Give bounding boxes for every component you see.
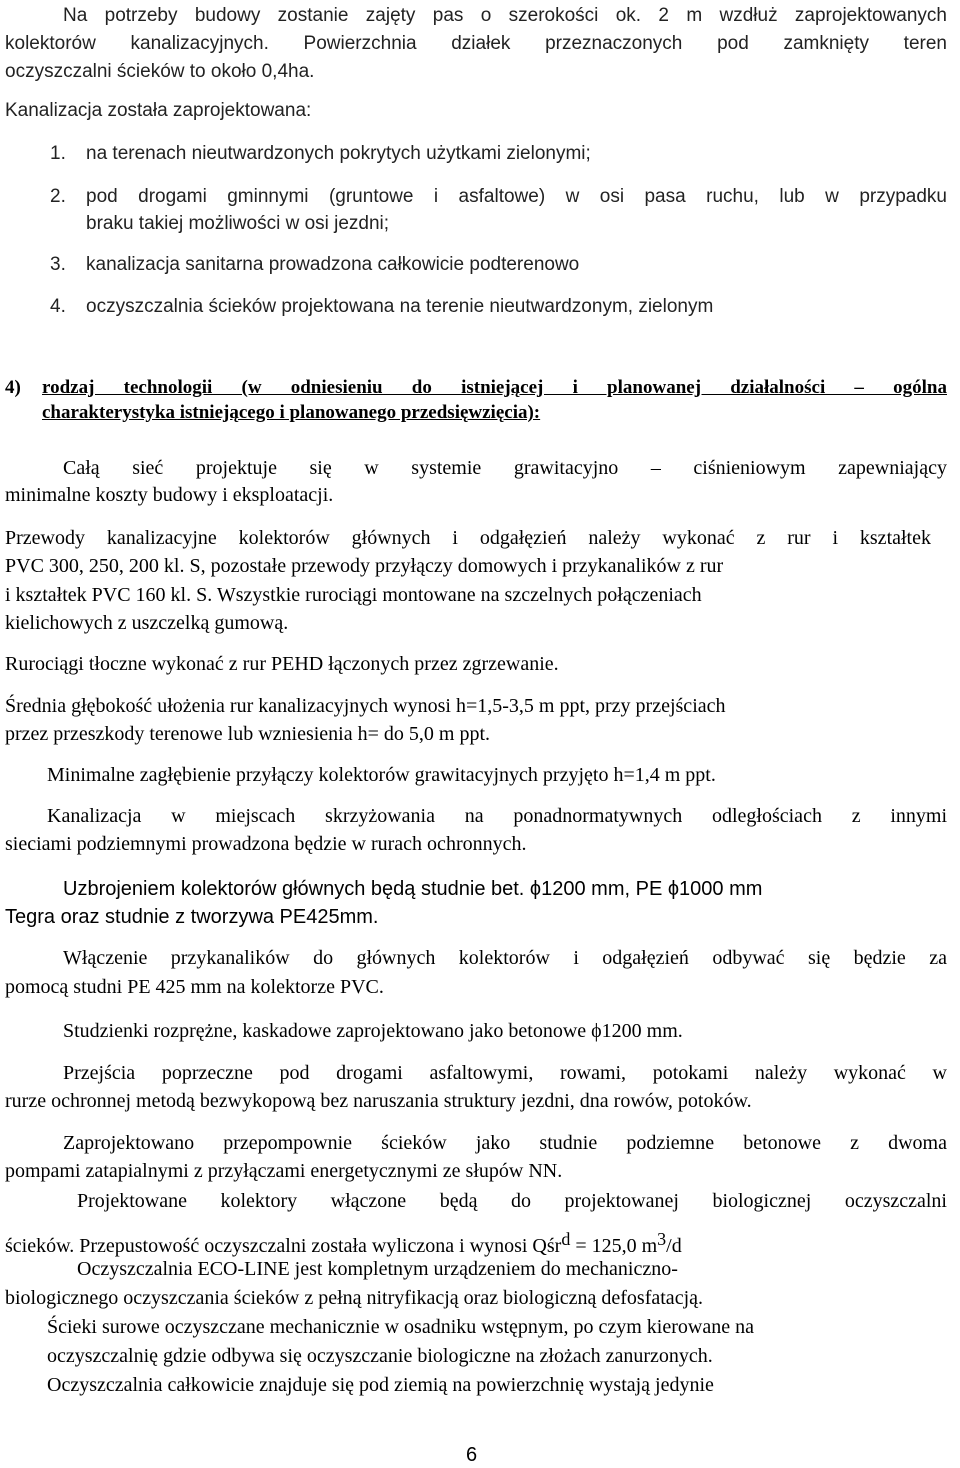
paragraph-13-line-1: Oczyszczalnia ECO-LINE jest kompletnym urządzeniem do mechaniczno- xyxy=(77,1258,678,1280)
intro-line-2: kolektorów kanalizacyjnych. Powierzchnia działek przeznaczonych pod zamknięty teren xyxy=(5,33,947,54)
intro-line-1: Na potrzeby budowy zostanie zajęty pas o szerokości ok. 2 m wzdłuż zaprojektowanych xyxy=(63,5,947,26)
paragraph-4-line-1: Średnia głębokość ułożenia rur kanalizacyjnych wynosi h=1,5-3,5 m ppt, przy przejściach xyxy=(5,695,726,717)
paragraph-8-line-2: pomocą studni PE 425 mm na kolektorze PVC. xyxy=(5,976,384,998)
paragraph-3: Rurociągi tłoczne wykonać z rur PEHD łączonych przez zgrzewanie. xyxy=(5,653,559,675)
paragraph-14-line-1: Ścieki surowe oczyszczane mechanicznie w osadniku wstępnym, po czym kierowane na xyxy=(47,1316,754,1338)
paragraph-6-line-1: Kanalizacja w miejscach skrzyżowania na ponadnormatywnych odległościach z innymi xyxy=(47,805,947,827)
flow-rate-superscript-3: 3 xyxy=(657,1229,667,1249)
list-item-2-text: pod drogami gminnymi (gruntowe i asfaltowe) w osi pasa ruchu, lub w przypadku xyxy=(86,186,947,207)
paragraph-12-line-1: Projektowane kolektory włączone będą do projektowanej biologicznej oczyszczalni xyxy=(77,1190,947,1212)
paragraph-2-line-3: i kształtek PVC 160 kl. S. Wszystkie rurociągi montowane na szczelnych połączeniach xyxy=(5,584,702,606)
paragraph-4-line-2: przez przeszkody terenowe lub wzniesienia h= do 5,0 m ppt. xyxy=(5,723,491,745)
page-number: 6 xyxy=(466,1444,478,1466)
list-item-1-number: 1. xyxy=(50,143,66,164)
section-4-heading-line-2: charakterystyka istniejącego i planowanego przedsięwzięcia): xyxy=(42,402,541,423)
paragraph-6-line-2: sieciami podziemnymi prowadzona będzie w rurach ochronnych. xyxy=(5,833,527,855)
paragraph-9: Studzienki rozprężne, kaskadowe zaprojektowano jako betonowe ϕ1200 mm. xyxy=(63,1020,683,1042)
flow-rate-text: ścieków. Przepustowość oczyszczalni została wyliczona i wynosi Qśr xyxy=(5,1235,562,1257)
paragraph-10-line-2: rurze ochronnej metodą bezwykopową bez naruszania struktury jezdni, dna rowów, potoków. xyxy=(5,1090,752,1112)
flow-rate-value: = 125,0 m xyxy=(570,1235,658,1257)
paragraph-2-line-1: Przewody kanalizacyjne kolektorów głównych i odgałęzień należy wykonać z rur i kształtek xyxy=(5,527,931,549)
section-4-heading-line-1: rodzaj technologii (w odniesieniu do istniejącej i planowanej działalności – ogólna xyxy=(42,377,947,398)
paragraph-7-line-1: Uzbrojeniem kolektorów głównych będą studnie bet. ϕ1200 mm, PE ϕ1000 mm xyxy=(63,878,763,900)
paragraph-15: Oczyszczalnia całkowicie znajduje się pod ziemią na powierzchnię wystają jedynie xyxy=(47,1374,714,1396)
flow-rate-unit: /d xyxy=(666,1235,682,1257)
list-item-4-text: oczyszczalnia ścieków projektowana na terenie nieutwardzonym, zielonym xyxy=(86,296,714,317)
list-item-3-text: kanalizacja sanitarna prowadzona całkowicie podterenowo xyxy=(86,254,580,275)
paragraph-10-line-1: Przejścia poprzeczne pod drogami asfaltowymi, rowami, potokami należy wykonać w xyxy=(63,1062,947,1084)
paragraph-8-line-1: Włączenie przykanalików do głównych kolektorów i odgałęzień odbywać się będzie za xyxy=(63,947,947,969)
paragraph-7-line-2: Tegra oraz studnie z tworzywa PE425mm. xyxy=(5,906,379,928)
paragraph-5: Minimalne zagłębienie przyłączy kolektorów grawitacyjnych przyjęto h=1,4 m ppt. xyxy=(47,764,716,786)
list-item-3-number: 3. xyxy=(50,254,66,275)
list-item-2-number: 2. xyxy=(50,186,66,207)
paragraph-1-line-2: minimalne koszty budowy i eksploatacji. xyxy=(5,484,334,506)
list-item-1-text: na terenach nieutwardzonych pokrytych użytkami zielonymi; xyxy=(86,143,591,164)
paragraph-14-line-2: oczyszczalnię gdzie odbywa się oczyszczanie biologiczne na złożach zanurzonych. xyxy=(47,1345,713,1367)
paragraph-11-line-1: Zaprojektowano przepompownie ścieków jako studnie podziemne betonowe z dwoma xyxy=(63,1132,947,1154)
paragraph-13-line-2: biologicznego oczyszczania ścieków z pełną nitryfikacją oraz biologiczną defosfatacją. xyxy=(5,1287,703,1309)
section-4-number: 4) xyxy=(5,377,21,398)
paragraph-11-line-2: pompami zatapialnymi z przyłączami energetycznymi ze słupów NN. xyxy=(5,1160,563,1182)
paragraph-2-line-4: kielichowych z uszczelką gumową. xyxy=(5,612,289,634)
intro-line-3: oczyszczalni ścieków to około 0,4ha. xyxy=(5,61,315,82)
list-item-2-text-cont: braku takiej możliwości w osi jezdni; xyxy=(86,213,390,234)
paragraph-2-line-2: PVC 300, 250, 200 kl. S, pozostałe przewody przyłączy domowych i przykanalików z rur xyxy=(5,555,724,577)
list-item-4-number: 4. xyxy=(50,296,66,317)
paragraph-1-line-1: Całą sieć projektuje się w systemie grawitacyjno – ciśnieniowym zapewniający xyxy=(63,457,947,479)
paragraph-12-line-2 xyxy=(5,1230,682,1256)
intro-line-4: Kanalizacja została zaprojektowana: xyxy=(5,100,312,121)
flow-rate-superscript-d: d xyxy=(561,1229,571,1249)
